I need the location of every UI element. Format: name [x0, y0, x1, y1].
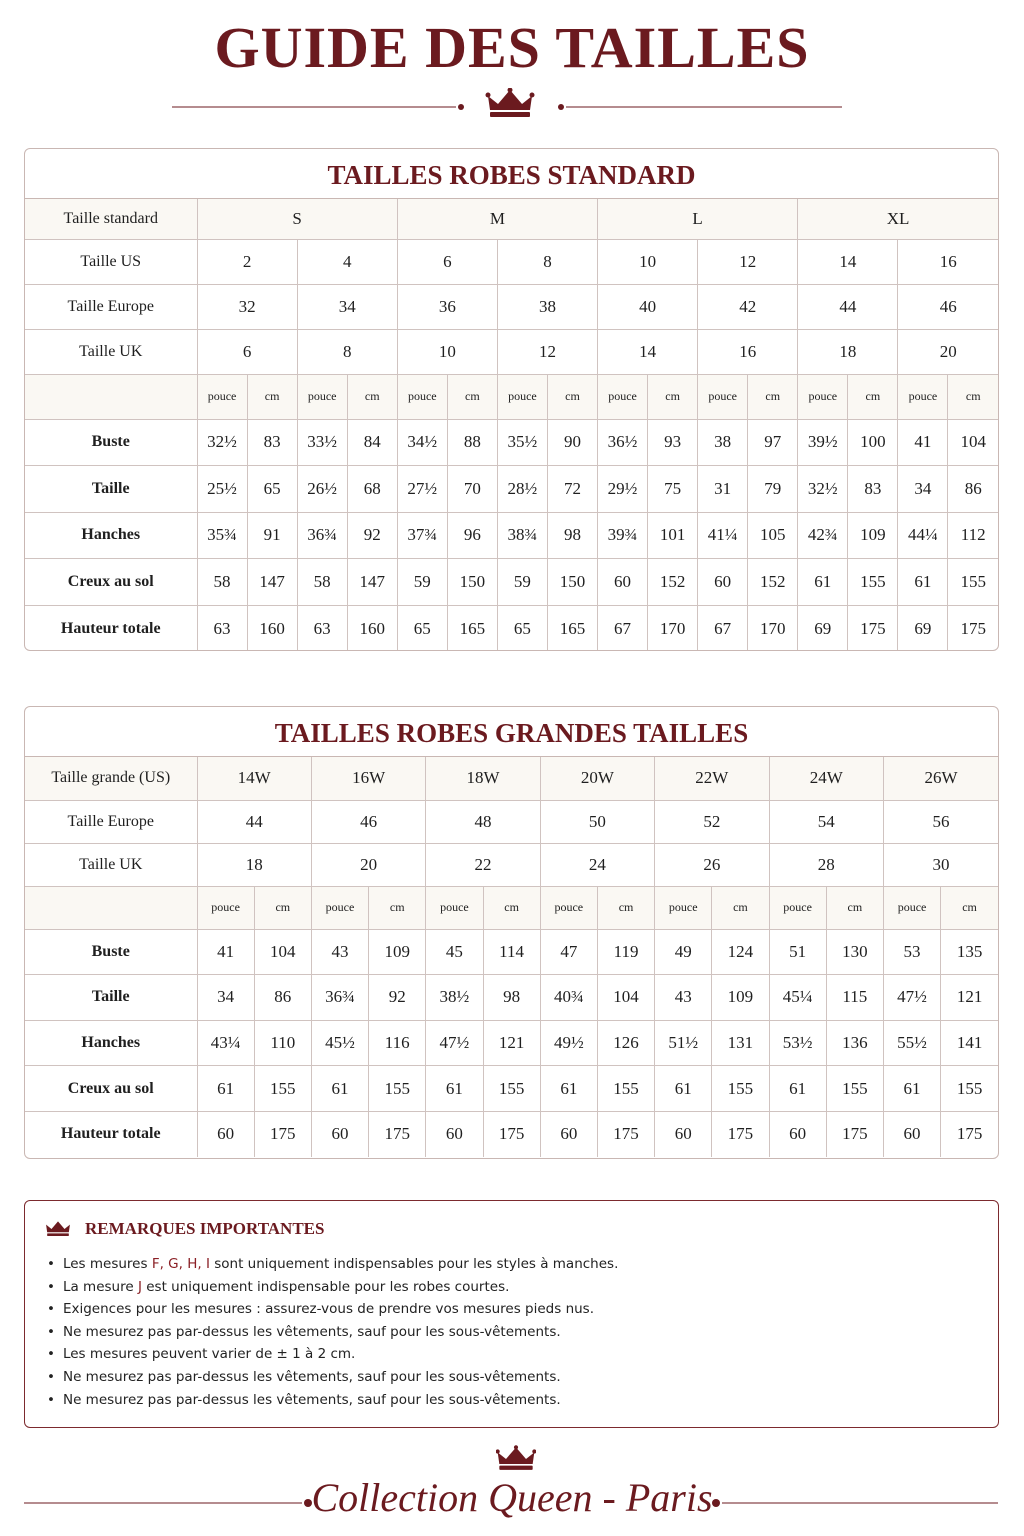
table-cell: 175	[369, 1111, 426, 1157]
table-cell: 58	[297, 559, 347, 606]
table-cell: 101	[648, 512, 698, 559]
table-row	[25, 800, 998, 843]
standard-size-table	[25, 199, 998, 651]
table-cell: 175	[848, 605, 898, 651]
table-cell: 175	[597, 1111, 654, 1157]
table-row	[25, 284, 998, 329]
table-cell: 92	[369, 975, 426, 1021]
table-cell: 170	[648, 605, 698, 651]
table-cell: 32½	[798, 466, 848, 513]
unit-header: cm	[369, 886, 426, 929]
table-cell: 59	[497, 559, 547, 606]
table-cell: 43	[311, 929, 368, 975]
size-group-header: M	[397, 199, 597, 239]
table-cell: 152	[748, 559, 798, 606]
unit-header: cm	[597, 886, 654, 929]
title-ornament	[0, 88, 1024, 124]
table-cell: 83	[848, 466, 898, 513]
unit-header: cm	[483, 886, 540, 929]
unit-header: pouce	[898, 374, 948, 419]
table-cell: 2	[197, 239, 297, 284]
table-cell: 36	[397, 284, 497, 329]
table-cell: 61	[197, 1066, 254, 1112]
table-cell: 61	[883, 1066, 940, 1112]
table-cell: 83	[247, 419, 297, 466]
table-cell: 131	[712, 1020, 769, 1066]
table-cell: 26	[655, 843, 769, 886]
important-notes	[24, 1200, 999, 1428]
row-label: Hanches	[25, 512, 197, 559]
table-cell: 43¼	[197, 1020, 254, 1066]
unit-header: cm	[247, 374, 297, 419]
table-cell: 114	[483, 929, 540, 975]
unit-header: cm	[826, 886, 883, 929]
table-cell: 10	[397, 329, 497, 374]
table-cell: 116	[369, 1020, 426, 1066]
table-cell: 34½	[397, 419, 447, 466]
table-cell: 51	[769, 929, 826, 975]
table-cell: 121	[941, 975, 998, 1021]
table-cell: 39½	[798, 419, 848, 466]
table-cell: 147	[247, 559, 297, 606]
table-cell: 63	[197, 605, 247, 651]
table-cell: 61	[798, 559, 848, 606]
table-cell: 105	[748, 512, 798, 559]
table-cell: 110	[254, 1020, 311, 1066]
unit-header: cm	[748, 374, 798, 419]
size-group-header: 16W	[311, 757, 425, 800]
table-cell: 4	[297, 239, 397, 284]
table-cell: 67	[598, 605, 648, 651]
table-row	[25, 329, 998, 374]
table-row	[25, 466, 998, 513]
table-cell: 155	[597, 1066, 654, 1112]
table-cell: 150	[447, 559, 497, 606]
unit-header: pouce	[769, 886, 826, 929]
table-cell: 155	[848, 559, 898, 606]
table-cell: 43	[655, 975, 712, 1021]
table-cell: 18	[197, 843, 311, 886]
table-cell: 88	[447, 419, 497, 466]
table-cell: 60	[540, 1111, 597, 1157]
table-cell: 36¾	[311, 975, 368, 1021]
table-cell: 34	[297, 284, 397, 329]
table-cell: 16	[698, 329, 798, 374]
table-cell: 135	[941, 929, 998, 975]
table-cell: 59	[397, 559, 447, 606]
list-item: • Ne mesurez pas par-dessus les vêtements, sauf pour les sous-vêtements.	[45, 1366, 978, 1389]
table-row	[25, 1020, 998, 1066]
table-row	[25, 559, 998, 606]
table-cell: 56	[883, 800, 998, 843]
table-cell: 170	[748, 605, 798, 651]
table-row	[25, 374, 998, 419]
table-cell: 147	[347, 559, 397, 606]
table-cell: 35½	[497, 419, 547, 466]
table-cell: 20	[311, 843, 425, 886]
table-cell: 45½	[311, 1020, 368, 1066]
table-cell: 160	[247, 605, 297, 651]
table-cell: 40	[598, 284, 698, 329]
unit-header: cm	[254, 886, 311, 929]
table-cell: 41¼	[698, 512, 748, 559]
table-cell: 109	[369, 929, 426, 975]
table-cell: 63	[297, 605, 347, 651]
table-cell: 12	[698, 239, 798, 284]
notes-title: REMARQUES IMPORTANTES	[85, 1219, 325, 1238]
table-cell: 155	[712, 1066, 769, 1112]
table-cell: 61	[655, 1066, 712, 1112]
table-cell: 65	[247, 466, 297, 513]
table-cell: 36½	[598, 419, 648, 466]
unit-header: pouce	[197, 374, 247, 419]
table-cell: 175	[712, 1111, 769, 1157]
table-cell: 152	[648, 559, 698, 606]
table-row	[25, 975, 998, 1021]
table-cell: 175	[254, 1111, 311, 1157]
table-cell: 136	[826, 1020, 883, 1066]
row-label	[25, 374, 197, 419]
table-cell: 70	[447, 466, 497, 513]
table-cell: 104	[948, 419, 998, 466]
list-item: • La mesure J est uniquement indispensable pour les robes courtes.	[45, 1276, 978, 1299]
row-label: Taille	[25, 975, 197, 1021]
table-cell: 155	[941, 1066, 998, 1112]
table-row	[25, 843, 998, 886]
table-cell: 49	[655, 929, 712, 975]
table-cell: 75	[648, 466, 698, 513]
row-label: Hauteur totale	[25, 605, 197, 651]
row-label: Taille Europe	[25, 800, 197, 843]
table-cell: 109	[712, 975, 769, 1021]
table-cell: 141	[941, 1020, 998, 1066]
table-cell: 42¾	[798, 512, 848, 559]
table-cell: 155	[369, 1066, 426, 1112]
table-cell: 175	[948, 605, 998, 651]
unit-header: pouce	[397, 374, 447, 419]
unit-header: pouce	[598, 374, 648, 419]
table-cell: 126	[597, 1020, 654, 1066]
table-row	[25, 929, 998, 975]
table-cell: 30	[883, 843, 998, 886]
table-cell: 20	[898, 329, 998, 374]
table-cell: 165	[547, 605, 597, 651]
table-cell: 25½	[197, 466, 247, 513]
table-cell: 26½	[297, 466, 347, 513]
table-cell: 44	[197, 800, 311, 843]
table-cell: 47½	[426, 1020, 483, 1066]
row-label: Taille	[25, 466, 197, 513]
row-label: Buste	[25, 419, 197, 466]
unit-header: cm	[948, 374, 998, 419]
row-label: Taille UK	[25, 843, 197, 886]
table-cell: 175	[826, 1111, 883, 1157]
table-row	[25, 199, 998, 239]
table-row	[25, 239, 998, 284]
highlighted-measure: F, G, H, I	[151, 1256, 210, 1272]
table-cell: 41	[898, 419, 948, 466]
table-cell: 86	[254, 975, 311, 1021]
size-group-header: 18W	[426, 757, 540, 800]
table-cell: 67	[698, 605, 748, 651]
unit-header: pouce	[426, 886, 483, 929]
list-item: • Ne mesurez pas par-dessus les vêtements, sauf pour les sous-vêtements.	[45, 1389, 978, 1412]
page-title: GUIDE DES TAILLES	[214, 15, 810, 80]
table-cell: 28½	[497, 466, 547, 513]
list-item: • Exigences pour les mesures : assurez-vous de prendre vos mesures pieds nus.	[45, 1298, 978, 1321]
unit-header: pouce	[197, 886, 254, 929]
unit-header: cm	[547, 374, 597, 419]
table-cell: 65	[397, 605, 447, 651]
table-cell: 69	[898, 605, 948, 651]
table-cell: 45¼	[769, 975, 826, 1021]
table-cell: 38¾	[497, 512, 547, 559]
table-row	[25, 605, 998, 651]
table-cell: 27½	[397, 466, 447, 513]
table-cell: 100	[848, 419, 898, 466]
unit-header: cm	[648, 374, 698, 419]
table-cell: 86	[948, 466, 998, 513]
table-cell: 109	[848, 512, 898, 559]
table-cell: 150	[547, 559, 597, 606]
unit-header: pouce	[540, 886, 597, 929]
table-cell: 130	[826, 929, 883, 975]
table-cell: 61	[426, 1066, 483, 1112]
table-cell: 8	[297, 329, 397, 374]
table-cell: 112	[948, 512, 998, 559]
table-cell: 10	[598, 239, 698, 284]
table-cell: 48	[426, 800, 540, 843]
size-group-header: 24W	[769, 757, 883, 800]
unit-header: cm	[848, 374, 898, 419]
table-cell: 55½	[883, 1020, 940, 1066]
table-cell: 24	[540, 843, 654, 886]
plus-size-table	[25, 757, 998, 1157]
table-cell: 22	[426, 843, 540, 886]
table-cell: 32	[197, 284, 297, 329]
table-row	[25, 512, 998, 559]
crown-icon	[486, 88, 535, 117]
table-cell: 60	[311, 1111, 368, 1157]
table-cell: 96	[447, 512, 497, 559]
size-group-header: 22W	[655, 757, 769, 800]
table-cell: 91	[247, 512, 297, 559]
table-row	[25, 886, 998, 929]
table-cell: 34	[197, 975, 254, 1021]
table-cell: 45	[426, 929, 483, 975]
brand-signature: Collection Queen - Paris	[311, 1475, 713, 1520]
size-group-header: L	[598, 199, 798, 239]
table-cell: 58	[197, 559, 247, 606]
table-cell: 90	[547, 419, 597, 466]
table-cell: 68	[347, 466, 397, 513]
table-cell: 50	[540, 800, 654, 843]
table-cell: 93	[648, 419, 698, 466]
table-cell: 16	[898, 239, 998, 284]
standard-table-title: TAILLES ROBES STANDARD	[25, 149, 998, 199]
table-cell: 47½	[883, 975, 940, 1021]
table-cell: 38	[497, 284, 597, 329]
row-label: Taille UK	[25, 329, 197, 374]
table-cell: 53½	[769, 1020, 826, 1066]
table-cell: 6	[397, 239, 497, 284]
table-cell: 14	[598, 329, 698, 374]
table-row	[25, 1066, 998, 1112]
unit-header: cm	[941, 886, 998, 929]
table-cell: 12	[497, 329, 597, 374]
highlighted-measure: J	[137, 1278, 142, 1295]
table-cell: 79	[748, 466, 798, 513]
table-cell: 121	[483, 1020, 540, 1066]
table-cell: 54	[769, 800, 883, 843]
table-row	[25, 1111, 998, 1157]
row-label: Taille US	[25, 239, 197, 284]
row-label	[25, 886, 197, 929]
table-cell: 39¾	[598, 512, 648, 559]
table-cell: 175	[483, 1111, 540, 1157]
table-cell: 60	[426, 1111, 483, 1157]
table-cell: 165	[447, 605, 497, 651]
table-cell: 41	[197, 929, 254, 975]
table-cell: 155	[826, 1066, 883, 1112]
table-cell: 84	[347, 419, 397, 466]
row-label: Buste	[25, 929, 197, 975]
table-cell: 38½	[426, 975, 483, 1021]
row-label: Hanches	[25, 1020, 197, 1066]
crown-icon	[45, 1220, 71, 1238]
table-cell: 40¾	[540, 975, 597, 1021]
table-cell: 32½	[197, 419, 247, 466]
table-cell: 175	[941, 1111, 998, 1157]
plus-size-table-card	[24, 706, 999, 1159]
list-item: • Les mesures F, G, H, I sont uniquement indispensables pour les styles à manches.	[45, 1253, 978, 1276]
table-cell: 61	[769, 1066, 826, 1112]
table-cell: 14	[798, 239, 898, 284]
unit-header: pouce	[297, 374, 347, 419]
table-cell: 34	[898, 466, 948, 513]
table-cell: 29½	[598, 466, 648, 513]
unit-header: pouce	[798, 374, 848, 419]
table-cell: 49½	[540, 1020, 597, 1066]
table-cell: 155	[948, 559, 998, 606]
table-cell: 51½	[655, 1020, 712, 1066]
row-label: Hauteur totale	[25, 1111, 197, 1157]
unit-header: cm	[347, 374, 397, 419]
row-label: Creux au sol	[25, 559, 197, 606]
table-cell: 33½	[297, 419, 347, 466]
size-group-header: 26W	[883, 757, 998, 800]
table-cell: 61	[898, 559, 948, 606]
table-cell: 60	[197, 1111, 254, 1157]
table-cell: 31	[698, 466, 748, 513]
table-cell: 65	[497, 605, 547, 651]
table-cell: 60	[769, 1111, 826, 1157]
list-item: • Les mesures peuvent varier de ± 1 à 2 cm.	[45, 1343, 978, 1366]
plus-table-title: TAILLES ROBES GRANDES TAILLES	[25, 707, 998, 757]
size-group-header: 14W	[197, 757, 311, 800]
unit-header: pouce	[655, 886, 712, 929]
table-cell: 104	[597, 975, 654, 1021]
table-cell: 46	[898, 284, 998, 329]
notes-list	[45, 1253, 978, 1411]
table-cell: 47	[540, 929, 597, 975]
table-cell: 44	[798, 284, 898, 329]
table-cell: 44¼	[898, 512, 948, 559]
row-label: Creux au sol	[25, 1066, 197, 1112]
row-label: Taille grande (US)	[25, 757, 197, 800]
table-cell: 42	[698, 284, 798, 329]
table-cell: 98	[483, 975, 540, 1021]
table-cell: 6	[197, 329, 297, 374]
list-item: • Ne mesurez pas par-dessus les vêtements, sauf pour les sous-vêtements.	[45, 1321, 978, 1344]
table-cell: 61	[540, 1066, 597, 1112]
table-cell: 35¾	[197, 512, 247, 559]
table-cell: 155	[483, 1066, 540, 1112]
table-cell: 53	[883, 929, 940, 975]
unit-header: cm	[712, 886, 769, 929]
table-cell: 60	[655, 1111, 712, 1157]
table-cell: 97	[748, 419, 798, 466]
unit-header: cm	[447, 374, 497, 419]
table-cell: 46	[311, 800, 425, 843]
row-label: Taille standard	[25, 199, 197, 239]
table-cell: 98	[547, 512, 597, 559]
table-cell: 124	[712, 929, 769, 975]
table-cell: 160	[347, 605, 397, 651]
table-cell: 119	[597, 929, 654, 975]
table-cell: 60	[883, 1111, 940, 1157]
table-cell: 72	[547, 466, 597, 513]
table-cell: 61	[311, 1066, 368, 1112]
table-row	[25, 419, 998, 466]
size-group-header: 20W	[540, 757, 654, 800]
standard-size-table-card	[24, 148, 999, 651]
table-cell: 104	[254, 929, 311, 975]
table-cell: 155	[254, 1066, 311, 1112]
table-cell: 69	[798, 605, 848, 651]
unit-header: pouce	[698, 374, 748, 419]
table-cell: 115	[826, 975, 883, 1021]
table-cell: 60	[598, 559, 648, 606]
unit-header: pouce	[497, 374, 547, 419]
table-cell: 8	[497, 239, 597, 284]
row-label: Taille Europe	[25, 284, 197, 329]
size-group-header: XL	[798, 199, 998, 239]
unit-header: pouce	[311, 886, 368, 929]
table-cell: 28	[769, 843, 883, 886]
unit-header: pouce	[883, 886, 940, 929]
table-cell: 92	[347, 512, 397, 559]
table-cell: 37¾	[397, 512, 447, 559]
table-cell: 36¾	[297, 512, 347, 559]
table-cell: 60	[698, 559, 748, 606]
size-group-header: S	[197, 199, 397, 239]
table-cell: 38	[698, 419, 748, 466]
table-cell: 52	[655, 800, 769, 843]
table-row	[25, 757, 998, 800]
table-cell: 18	[798, 329, 898, 374]
